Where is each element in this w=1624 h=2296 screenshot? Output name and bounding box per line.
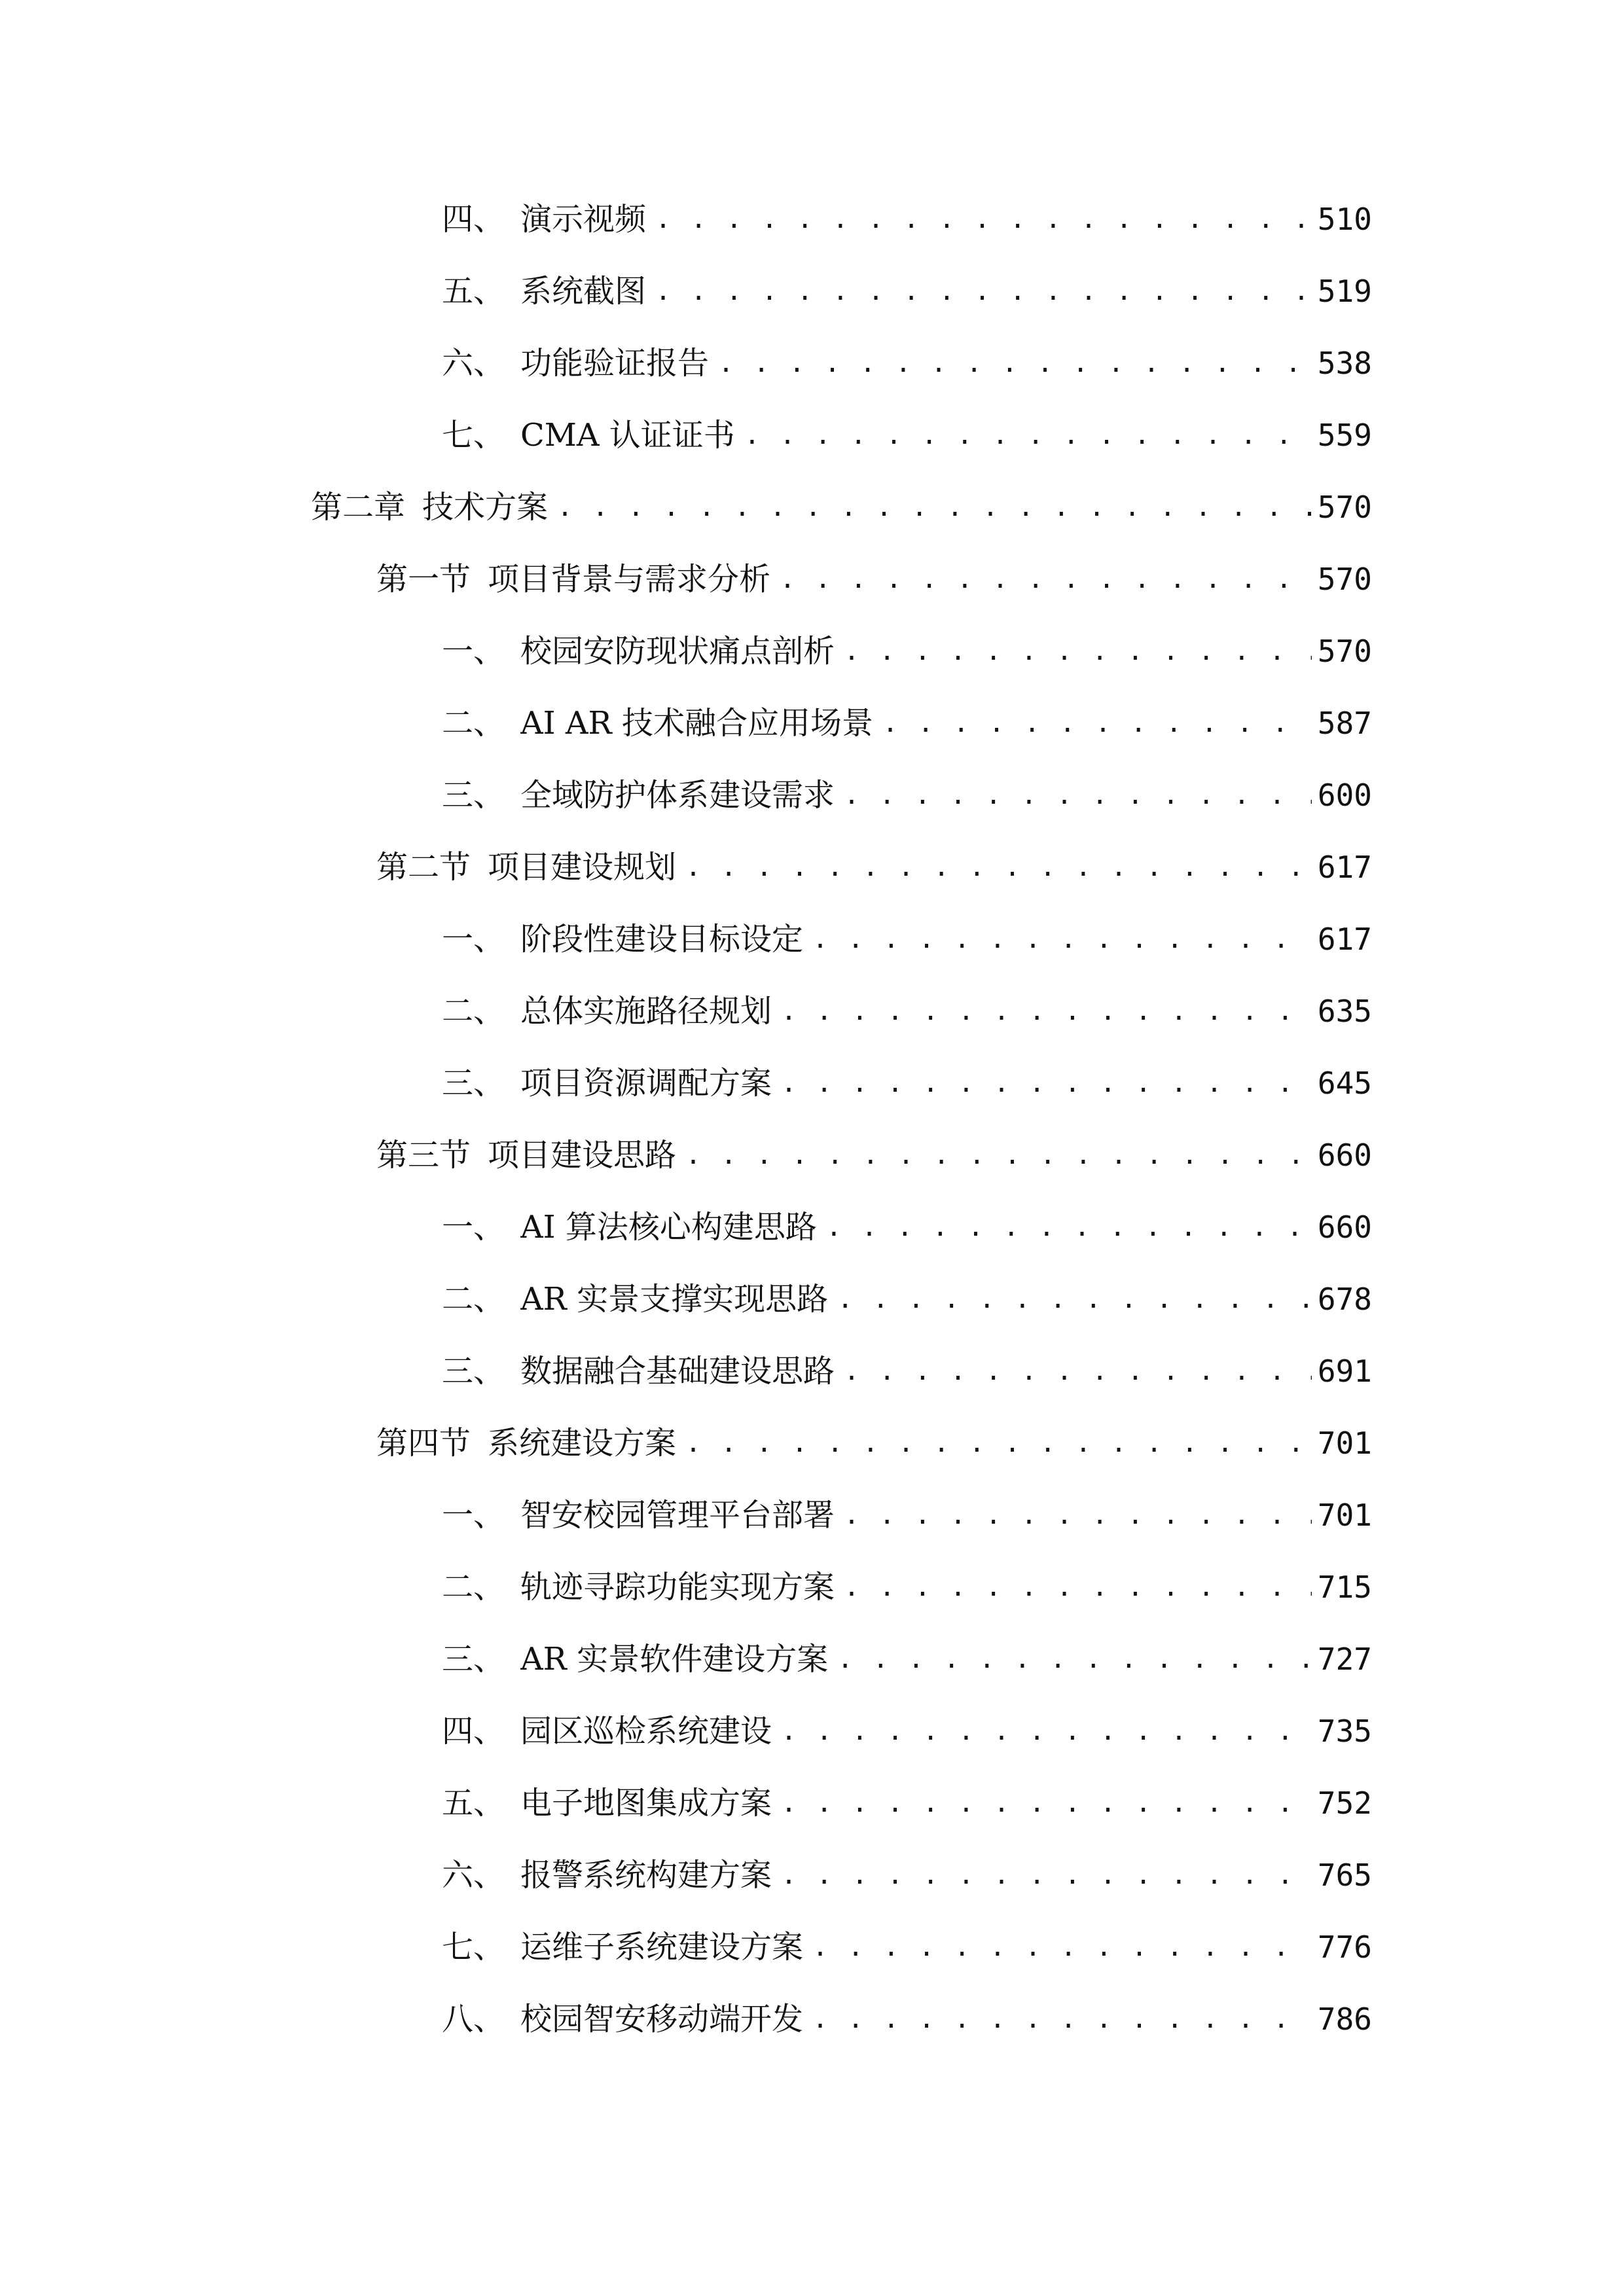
toc-entry[interactable]	[0, 978, 1624, 1044]
toc-section-title: 系统建设方案	[488, 1425, 677, 1462]
toc-entry-title: 总体实施路径规划	[520, 993, 772, 1030]
dot-leader	[655, 259, 1312, 324]
toc-entry-title: 系统截图	[520, 273, 647, 310]
toc-entry-number: 六、	[442, 1857, 505, 1893]
toc-entry[interactable]	[0, 1338, 1624, 1404]
toc-entry-page: 538	[1317, 346, 1372, 381]
dot-leader	[781, 978, 1312, 1044]
toc-entry-title: 电子地图集成方案	[520, 1785, 772, 1821]
toc-entry[interactable]	[0, 1482, 1624, 1548]
toc-entry-number: 一、	[442, 921, 505, 958]
toc-entry-title: 数据融合基础建设思路	[520, 1353, 835, 1390]
toc-entry-page: 617	[1317, 922, 1372, 957]
dot-leader	[826, 1194, 1312, 1260]
toc-section-entry[interactable]	[0, 834, 1624, 900]
dot-leader	[844, 1482, 1312, 1548]
dot-leader	[844, 619, 1312, 684]
toc-entry-page: 715	[1317, 1570, 1372, 1605]
toc-entry-page: 765	[1317, 1857, 1372, 1893]
toc-entry-title: AR 实景软件建设方案	[520, 1641, 829, 1677]
dot-leader	[744, 403, 1312, 468]
dot-leader	[812, 1914, 1312, 1980]
toc-entry-number: 一、	[442, 1497, 505, 1534]
toc-entry[interactable]	[0, 619, 1624, 684]
dot-leader	[812, 906, 1312, 972]
toc-entry[interactable]	[0, 906, 1624, 972]
toc-entry[interactable]	[0, 259, 1624, 324]
toc-entry-page: 559	[1317, 418, 1372, 453]
toc-entry[interactable]	[0, 1266, 1624, 1332]
toc-entry-page: 645	[1317, 1066, 1372, 1101]
toc-entry-number: 四、	[442, 1713, 505, 1749]
toc-entry-page: 600	[1317, 778, 1372, 813]
toc-entry-page: 570	[1317, 634, 1372, 669]
toc-entry[interactable]	[0, 1914, 1624, 1980]
toc-entry-page: 519	[1317, 274, 1372, 309]
dot-leader	[557, 475, 1312, 540]
dot-leader	[655, 187, 1312, 252]
toc-entry-number: 四、	[442, 201, 505, 238]
dot-leader	[781, 1698, 1312, 1764]
toc-section-title: 项目背景与需求分析	[488, 561, 771, 598]
toc-entry-title: AR 实景支撑实现思路	[520, 1281, 829, 1318]
dot-leader	[844, 1338, 1312, 1404]
toc-entry-title: 园区巡检系统建设	[520, 1713, 772, 1749]
toc-entry[interactable]	[0, 1986, 1624, 2052]
toc-section-entry[interactable]	[0, 547, 1624, 612]
toc-entry-title: 智安校园管理平台部署	[520, 1497, 835, 1534]
dot-leader	[812, 1986, 1312, 2052]
toc-chapter-number: 第二章	[311, 489, 406, 526]
toc-entry-number: 三、	[442, 1641, 505, 1677]
toc-entry-page: 678	[1317, 1282, 1372, 1317]
toc-entry-title: 全域防护体系建设需求	[520, 777, 835, 814]
toc-entry-number: 六、	[442, 345, 505, 382]
dot-leader	[685, 834, 1312, 900]
toc-entry-page: 660	[1317, 1138, 1372, 1173]
toc-entry-number: 三、	[442, 1065, 505, 1102]
toc-entry-page: 701	[1317, 1498, 1372, 1533]
toc-entry-page: 701	[1317, 1426, 1372, 1461]
toc-entry[interactable]	[0, 1554, 1624, 1620]
toc-entry-page: 735	[1317, 1713, 1372, 1749]
toc-entry-page: 691	[1317, 1354, 1372, 1389]
dot-leader	[844, 1554, 1312, 1620]
toc-section-number: 第三节	[376, 1137, 471, 1174]
toc-entry-title: 校园智安移动端开发	[520, 2001, 804, 2037]
toc-entry[interactable]	[0, 1770, 1624, 1836]
toc-entry-page: 752	[1317, 1785, 1372, 1821]
toc-entry-title: 报警系统构建方案	[520, 1857, 772, 1893]
toc-entry-title: 阶段性建设目标设定	[520, 921, 804, 958]
toc-section-entry[interactable]	[0, 1410, 1624, 1476]
toc-entry-number: 三、	[442, 777, 505, 814]
toc-section-number: 第四节	[376, 1425, 471, 1462]
dot-leader	[685, 1410, 1312, 1476]
toc-entry-number: 七、	[442, 1929, 505, 1965]
toc-entry-number: 五、	[442, 273, 505, 310]
toc-entry-page: 776	[1317, 1929, 1372, 1965]
toc-entry-page: 617	[1317, 850, 1372, 885]
toc-entry[interactable]	[0, 762, 1624, 828]
dot-leader	[718, 331, 1312, 396]
toc-entry-number: 二、	[442, 705, 505, 742]
toc-entry-title: 项目资源调配方案	[520, 1065, 772, 1102]
dot-leader	[781, 1842, 1312, 1908]
toc-chapter-title: 技术方案	[422, 489, 549, 526]
toc-entry[interactable]	[0, 187, 1624, 252]
toc-entry-title: 功能验证报告	[520, 345, 710, 382]
toc-entry-number: 五、	[442, 1785, 505, 1821]
toc-entry[interactable]	[0, 331, 1624, 396]
toc-entry-page: 570	[1317, 562, 1372, 597]
toc-entry-number: 七、	[442, 417, 505, 454]
toc-section-title: 项目建设规划	[488, 849, 677, 886]
toc-entry-page: 660	[1317, 1210, 1372, 1245]
toc-entry-number: 三、	[442, 1353, 505, 1390]
toc-entry[interactable]	[0, 1626, 1624, 1692]
dot-leader	[882, 691, 1312, 756]
toc-entry-number: 一、	[442, 633, 505, 670]
toc-entry[interactable]	[0, 1842, 1624, 1908]
toc-entry-page: 635	[1317, 994, 1372, 1029]
toc-entry-page: 587	[1317, 706, 1372, 741]
dot-leader	[837, 1266, 1312, 1332]
toc-entry-title: AI 算法核心构建思路	[520, 1209, 817, 1246]
toc-entry-title: CMA 认证证书	[520, 417, 735, 454]
toc-entry[interactable]	[0, 691, 1624, 756]
toc-entry-number: 八、	[442, 2001, 505, 2037]
dot-leader	[781, 1050, 1312, 1116]
dot-leader	[837, 1626, 1312, 1692]
toc-entry-page: 727	[1317, 1641, 1372, 1677]
toc-entry-page: 786	[1317, 2001, 1372, 2037]
dot-leader	[685, 1122, 1312, 1188]
toc-section-entry[interactable]	[0, 1122, 1624, 1188]
toc-chapter-entry[interactable]	[0, 475, 1624, 540]
toc-entry-number: 二、	[442, 993, 505, 1030]
toc-entry-number: 二、	[442, 1569, 505, 1605]
toc-entry-number: 二、	[442, 1281, 505, 1318]
toc-entry-title: 校园安防现状痛点剖析	[520, 633, 835, 670]
toc-entry[interactable]	[0, 1698, 1624, 1764]
toc-entry-title: 轨迹寻踪功能实现方案	[520, 1569, 835, 1605]
toc-section-title: 项目建设思路	[488, 1137, 677, 1174]
toc-entry-page: 510	[1317, 202, 1372, 237]
toc-entry[interactable]	[0, 1050, 1624, 1116]
dot-leader	[780, 547, 1312, 612]
dot-leader	[844, 762, 1312, 828]
toc-entry-title: 运维子系统建设方案	[520, 1929, 804, 1965]
toc-entry-title: AI AR 技术融合应用场景	[520, 705, 873, 742]
toc-section-number: 第一节	[376, 561, 471, 598]
toc-section-number: 第二节	[376, 849, 471, 886]
toc-entry-number: 一、	[442, 1209, 505, 1246]
toc-entry-page: 570	[1317, 490, 1372, 525]
toc-entry[interactable]	[0, 403, 1624, 468]
dot-leader	[781, 1770, 1312, 1836]
toc-entry[interactable]	[0, 1194, 1624, 1260]
toc-entry-title: 演示视频	[520, 201, 647, 238]
